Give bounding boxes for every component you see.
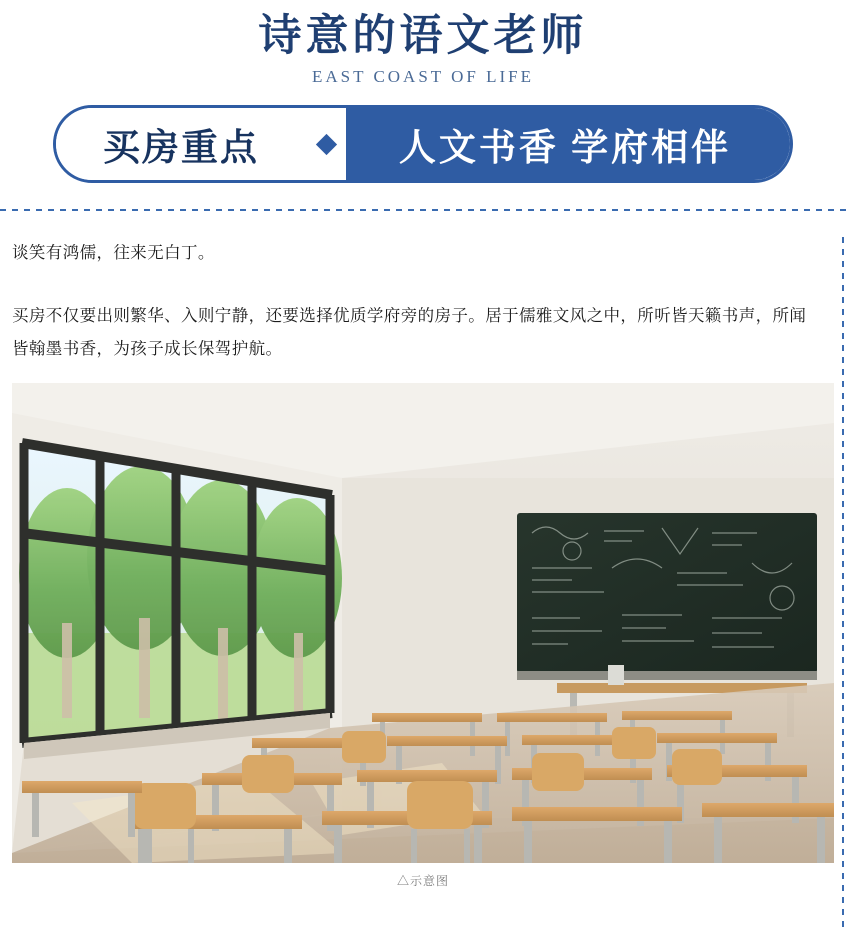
- article-content: [0, 237, 846, 889]
- diamond-icon: [306, 108, 346, 180]
- page-title: 诗意的语文老师: [258, 13, 588, 60]
- header: [0, 0, 846, 87]
- banner-right-label: 人文书香 学府相伴: [346, 108, 790, 180]
- dotted-divider-top: [0, 209, 846, 211]
- diamond-shape: [315, 134, 336, 155]
- classroom-illustration: [12, 383, 834, 863]
- banner-pill: [53, 105, 793, 183]
- paragraph-2: 买房不仅要出则繁华、入则宁静，还要选择优质学府旁的房子。居于儒雅文风之中，所听皆天籁书声，所闻皆翰墨书香，为孩子成长保驾护航。: [12, 307, 807, 359]
- photo-caption: △示意图: [396, 873, 449, 888]
- paragraph-1: 谈笑有鸿儒，往来无白丁。: [12, 244, 215, 263]
- page-subtitle: EAST COAST OF LIFE: [312, 67, 534, 87]
- banner-left-label: 买房重点: [56, 108, 306, 180]
- dotted-divider-right: [842, 237, 844, 927]
- key-points-banner: [53, 105, 793, 183]
- classroom-photo: [12, 383, 834, 863]
